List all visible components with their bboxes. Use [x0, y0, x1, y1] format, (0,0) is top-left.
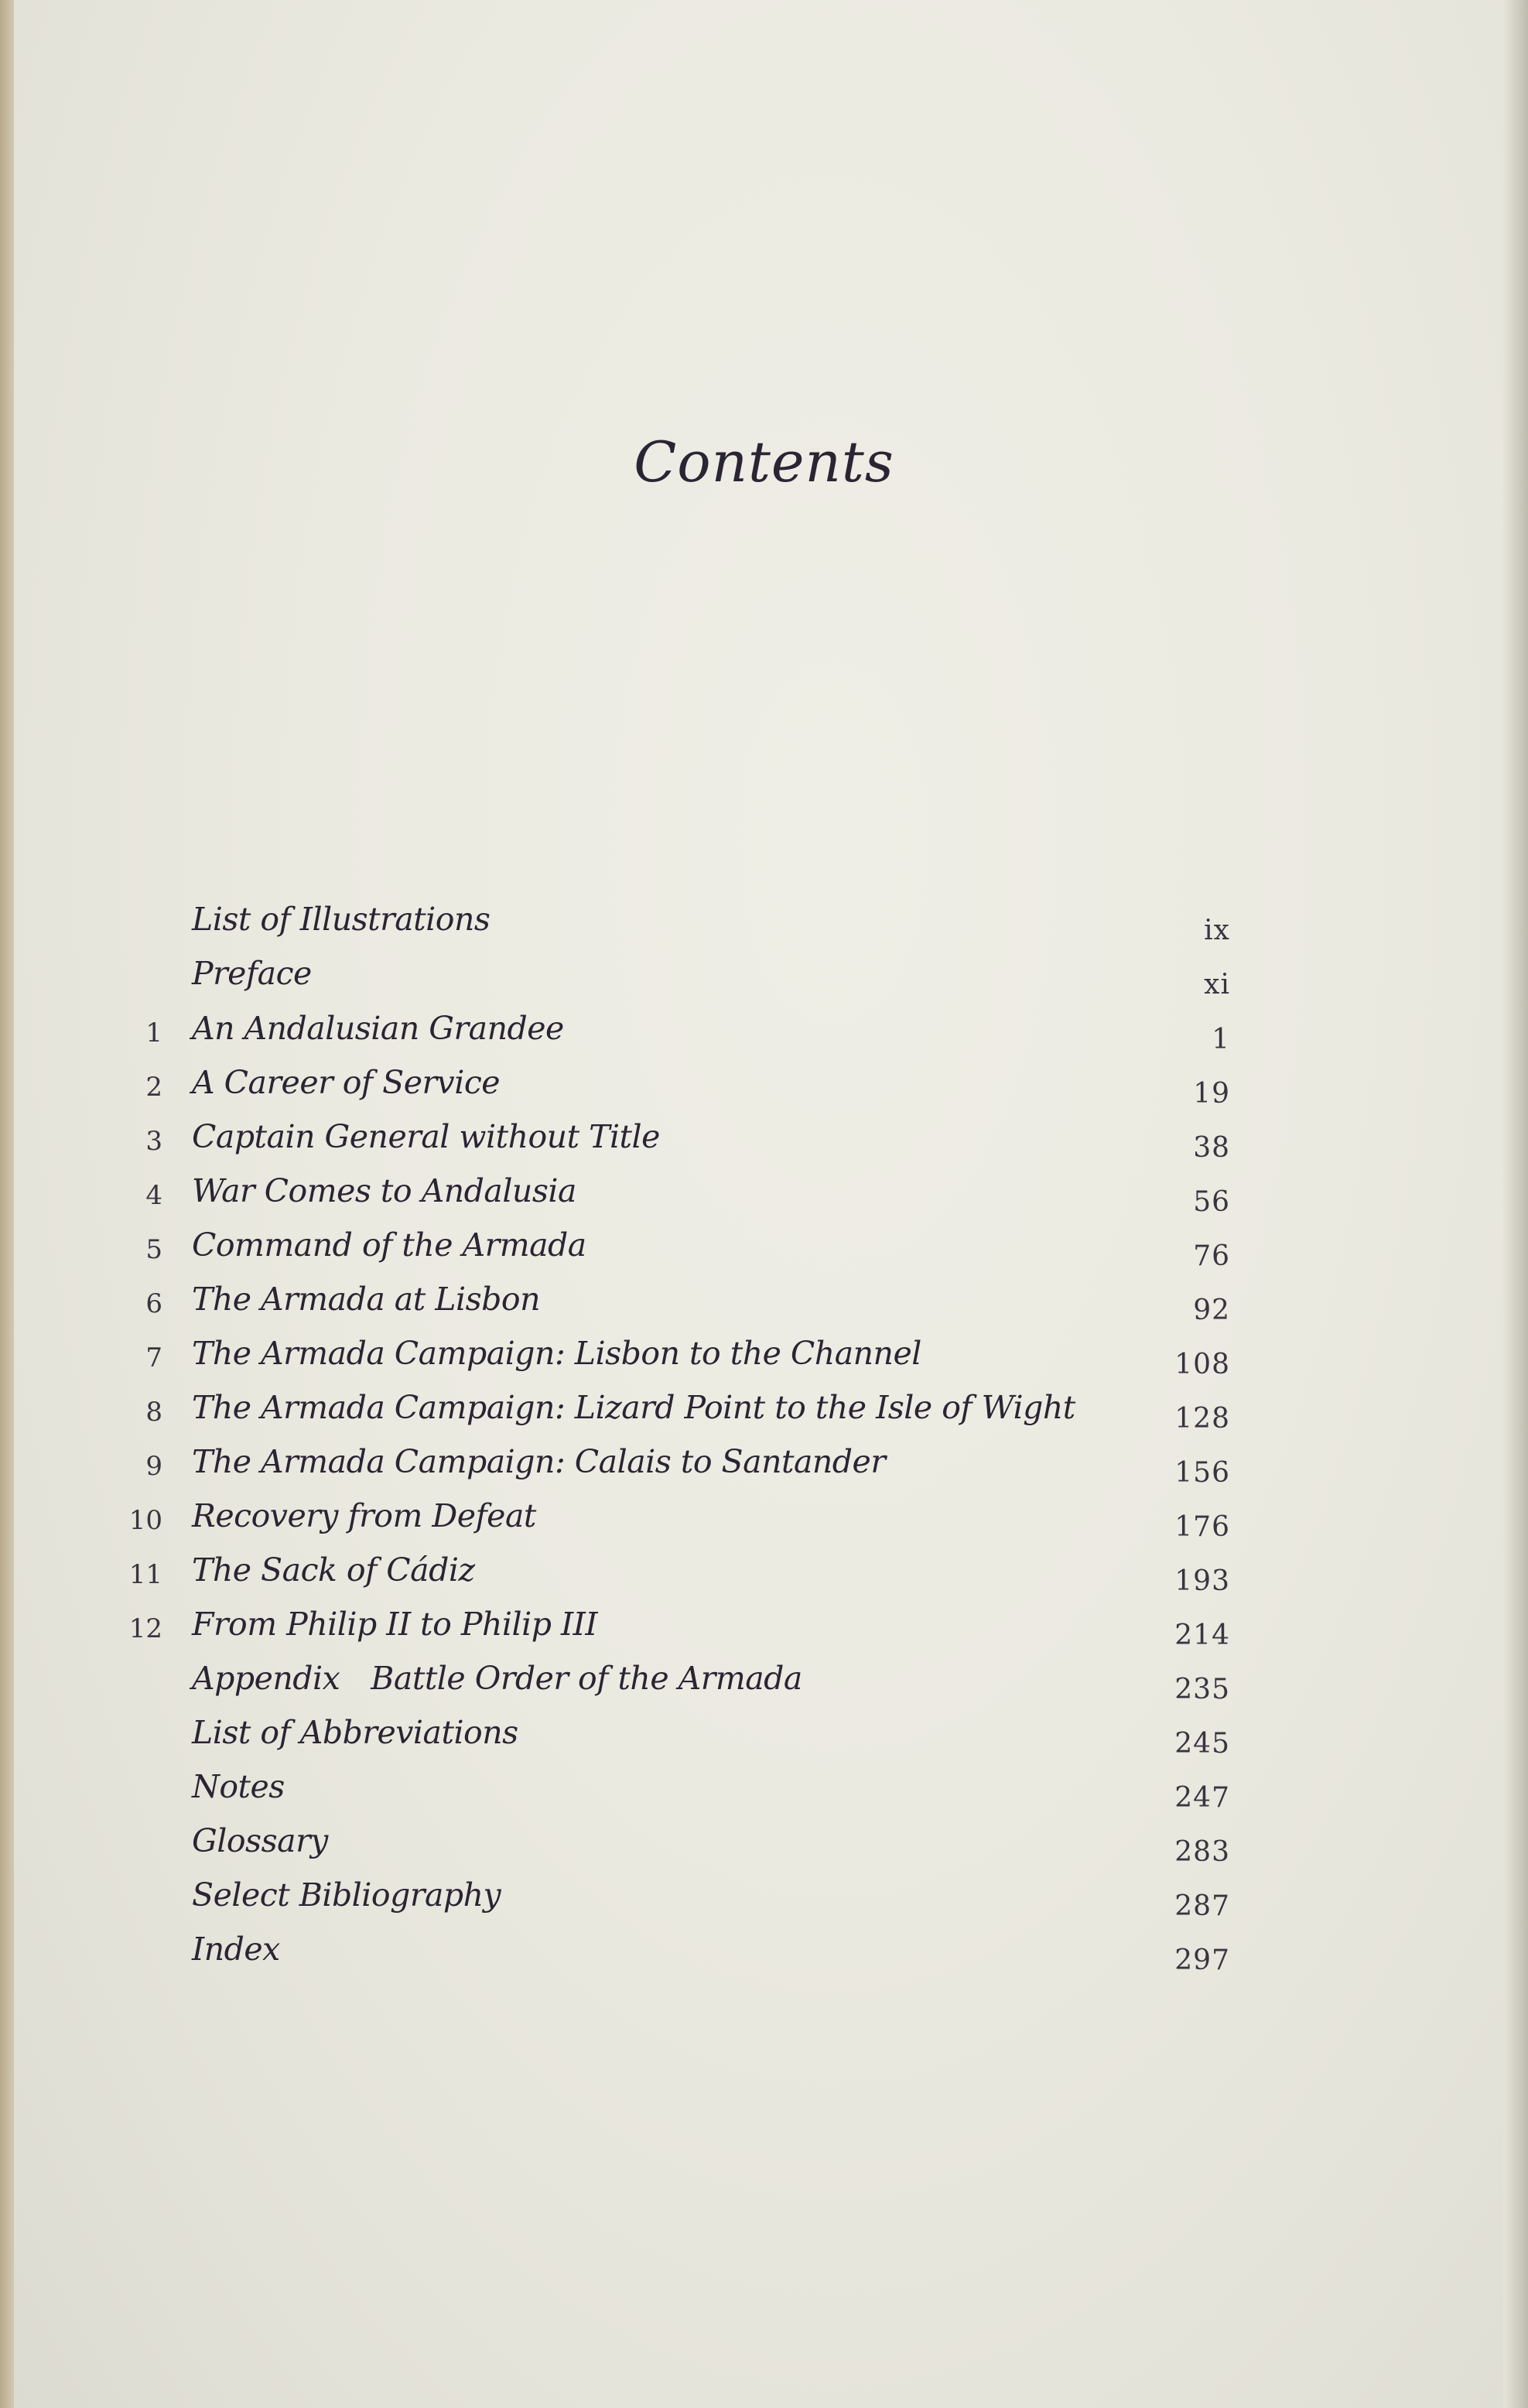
appendix-subtitle: Battle Order of the Armada — [371, 1660, 802, 1697]
page-number: 247 — [1174, 1782, 1230, 1814]
entry-title: List of Illustrations — [192, 901, 491, 938]
chapter-number: 3 — [145, 1126, 162, 1157]
page-number: 283 — [1174, 1836, 1230, 1868]
toc-entry — [0, 1873, 1528, 1927]
page-number: 297 — [1174, 1945, 1230, 1976]
page-number: 76 — [1193, 1240, 1230, 1272]
chapter-number: 4 — [145, 1180, 162, 1211]
entry-title: List of Abbreviations — [192, 1714, 518, 1751]
entry-title: Captain General without Title — [192, 1118, 660, 1155]
page-number: 38 — [1193, 1132, 1230, 1164]
toc-entry — [0, 1657, 1528, 1711]
entry-title: Command of the Armada — [192, 1226, 586, 1264]
toc-entry — [0, 1927, 1528, 1982]
toc-entry — [0, 1440, 1528, 1494]
page-number: 92 — [1193, 1295, 1230, 1326]
toc-entry — [0, 1494, 1528, 1548]
page-number: ix — [1204, 915, 1230, 946]
page-number: 176 — [1174, 1511, 1230, 1543]
chapter-number: 11 — [128, 1559, 162, 1590]
toc-entry — [0, 1223, 1528, 1278]
toc-entry — [0, 1115, 1528, 1169]
entry-title: Notes — [192, 1768, 285, 1805]
entry-title: The Armada Campaign: Lizard Point to the Isle of Wight — [192, 1389, 1075, 1426]
chapter-number: 12 — [128, 1613, 162, 1644]
entry-title: The Armada Campaign: Calais to Santander — [192, 1443, 886, 1480]
toc-entry — [0, 1332, 1528, 1386]
entry-title: Select Bibliography — [192, 1876, 501, 1914]
page-number: 128 — [1174, 1403, 1230, 1435]
page-number: 56 — [1193, 1186, 1230, 1218]
chapter-number: 8 — [145, 1397, 162, 1428]
chapter-number: 6 — [145, 1288, 162, 1319]
toc-entry — [0, 898, 1528, 952]
chapter-number: 10 — [128, 1505, 162, 1536]
entry-title: The Armada Campaign: Lisbon to the Channel — [192, 1335, 921, 1372]
page-number: 156 — [1174, 1457, 1230, 1489]
page-number: 108 — [1174, 1349, 1230, 1380]
chapter-number: 2 — [145, 1072, 162, 1103]
toc-entry — [0, 1061, 1528, 1115]
entry-title: Index — [192, 1931, 280, 1968]
entry-title: Glossary — [192, 1822, 328, 1859]
entry-title: Preface — [192, 955, 312, 992]
entry-title: A Career of Service — [192, 1064, 501, 1101]
toc-entry — [0, 1602, 1528, 1657]
page-number: xi — [1204, 969, 1230, 1000]
appendix-label: Appendix — [192, 1660, 340, 1697]
chapter-number: 5 — [145, 1234, 162, 1265]
page-number: 1 — [1212, 1024, 1230, 1055]
entry-title: An Andalusian Grandee — [192, 1010, 564, 1047]
toc-entry — [0, 952, 1528, 1006]
toc-entry — [0, 1548, 1528, 1602]
toc-entry — [0, 1169, 1528, 1223]
entry-title: War Comes to Andalusia — [192, 1172, 576, 1209]
chapter-number: 9 — [145, 1451, 162, 1482]
chapter-number: 1 — [145, 1018, 162, 1048]
toc-entry — [0, 1386, 1528, 1440]
toc-entry — [0, 1711, 1528, 1765]
page-number: 19 — [1193, 1078, 1230, 1110]
toc-entry — [0, 1819, 1528, 1873]
page-number: 193 — [1174, 1565, 1230, 1597]
toc-entry — [0, 1278, 1528, 1332]
chapter-number: 7 — [145, 1343, 162, 1373]
toc-entry — [0, 1007, 1528, 1061]
page-number: 287 — [1174, 1890, 1230, 1922]
entry-title: The Armada at Lisbon — [192, 1281, 540, 1318]
toc-entry — [0, 1765, 1528, 1819]
entry-title: The Sack of Cádiz — [192, 1551, 475, 1589]
entry-title: Recovery from Defeat — [192, 1497, 536, 1534]
page-number: 245 — [1174, 1728, 1230, 1760]
page-number: 235 — [1174, 1674, 1230, 1705]
entry-title: From Philip II to Philip III — [192, 1606, 598, 1643]
page-number: 214 — [1174, 1620, 1230, 1651]
page-title: Contents — [634, 429, 894, 494]
entry-title — [192, 1660, 802, 1697]
